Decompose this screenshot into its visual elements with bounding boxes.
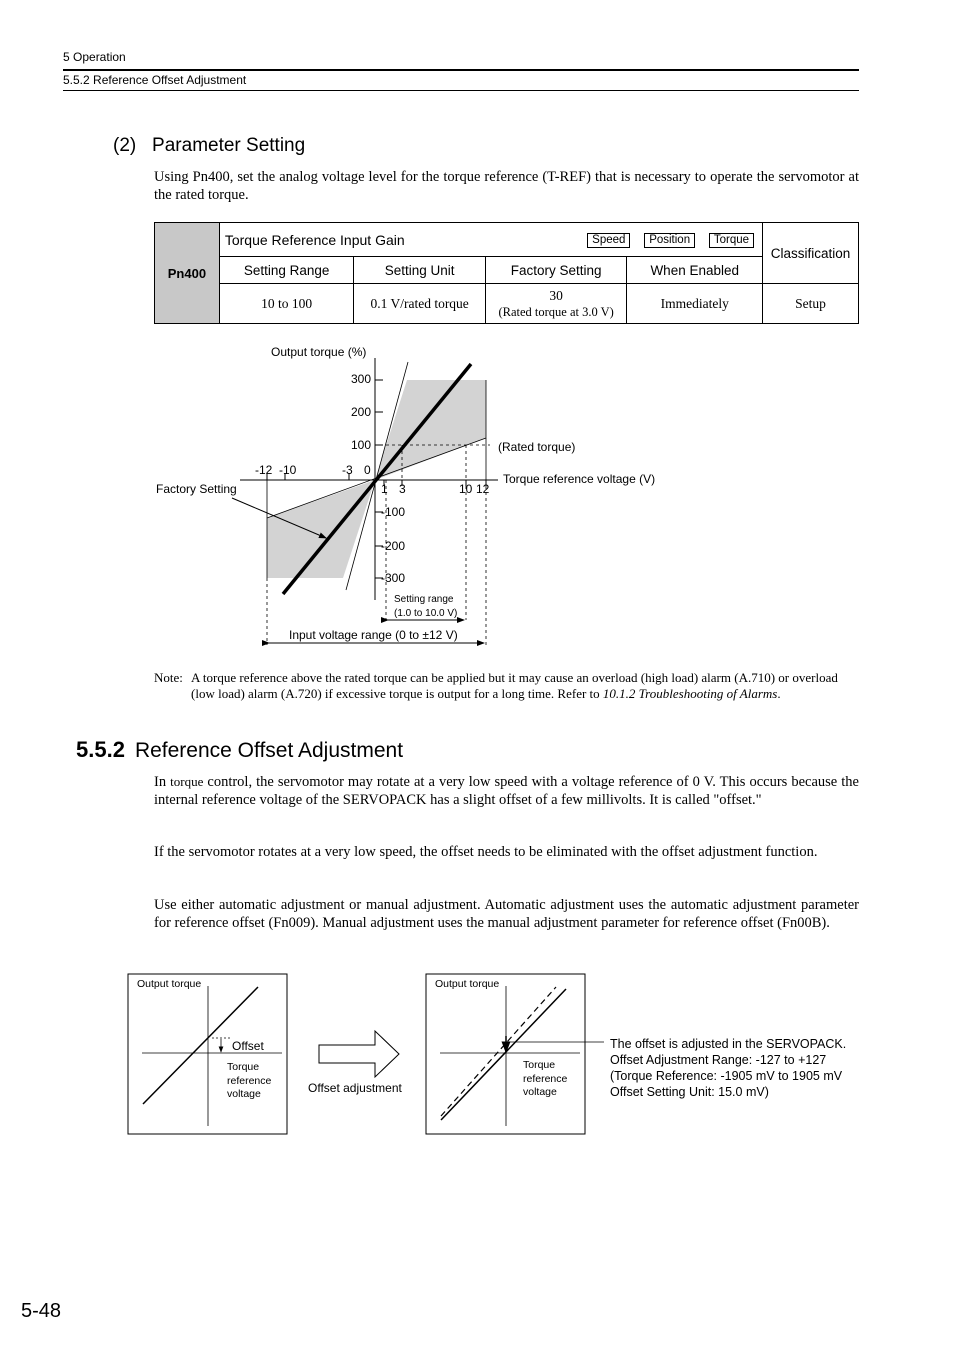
shaded-region-negative [267,480,375,578]
offset-paragraph-1 [154,773,859,809]
classification-value: Setup [763,284,859,324]
section-header: 5.5.2 Reference Offset Adjustment [63,73,247,87]
param-name: Torque Reference Input Gain [224,231,405,248]
offset-adjustment-label: Offset adjustment [308,1081,402,1095]
note-body [191,670,859,702]
offset-paragraph-3: Use either automatic adjustment or manual adjustment. Automatic adjustment uses the automatic adjustment parameter for reference offset (Fn009). Manual adjustment uses the manual adjustment parameter for reference offset (Fn00B). [154,897,859,931]
p1-word: torque [170,774,204,789]
p1-in: In [154,774,171,790]
setting-range-value: 10 to 100 [219,284,354,324]
y-label-200: 200 [351,405,372,419]
offset-label: Offset [232,1039,264,1053]
before-trv-3: voltage [227,1088,261,1100]
p1-rest: control, the servomotor may rotate at a very low speed with a voltage reference of 0 V. This occurs because the internal reference voltage of the SERVOPACK has a slight offset of a few millivolts. It is called "offset." [154,774,859,808]
x-label-12: 12 [476,482,490,496]
before-trv-1: Torque [227,1061,260,1073]
after-trv-1: Torque [523,1059,556,1071]
note [154,670,859,702]
x-label-3: 3 [399,482,406,496]
parameter-setting-intro: Using Pn400, set the analog voltage level for the torque reference (T-REF) that is necessary to operate the servomotor at the rated torque. [154,169,859,203]
section-heading [76,737,403,763]
y-label-m300: -300 [381,571,406,585]
x-label-0: 0 [364,463,371,477]
after-title: Output torque [435,978,500,990]
y-label-m200: -200 [381,539,406,553]
note-end: . [777,686,781,701]
section-number: 5.5.2 [76,737,125,762]
x-label-m12: -12 [255,463,273,477]
setting-range-label-2: (1.0 to 10.0 V) [394,608,458,619]
offset-desc-1: The offset is adjusted in the SERVOPACK. [610,1037,847,1051]
after-torque-line [441,989,566,1120]
after-trv-3: voltage [523,1086,557,1098]
x-axis-label: Torque reference voltage (V) [503,472,656,486]
y-label-m100: -100 [381,505,406,519]
x-label-m3: -3 [342,463,353,477]
y-label-100: 100 [351,438,372,452]
factory-setting-label: Factory Setting [156,482,237,496]
mode-position-tag: Position [644,233,695,248]
offset-desc-3: (Torque Reference: -1905 mV to 1905 mV [610,1069,843,1083]
offset-before-box [128,974,287,1134]
factory-setting-line [283,364,471,594]
chapter-header: 5 Operation [63,50,126,64]
note-text: A torque reference above the rated torque can be applied but it may cause an overload (high load) alarm (A.710) or overload (low load) alarm (A.720) if excessive torque is output for a long time. Refer to [191,670,838,701]
classification-header: Classification [763,223,859,284]
y-label-300: 300 [351,372,372,386]
setting-range-label-1: Setting range [394,594,454,605]
factory-setting-header: Factory Setting [485,257,627,284]
when-enabled-value: Immediately [627,284,763,324]
setting-unit-value: 0.1 V/rated torque [354,284,486,324]
section-title: Reference Offset Adjustment [134,739,404,762]
x-label-10: 10 [459,482,473,496]
steep-limit-line [346,362,408,590]
mode-speed-tag: Speed [587,233,630,248]
factory-setting-line1: 30 [549,287,563,303]
setting-range-header: Setting Range [219,257,354,284]
x-label-1: 1 [381,482,388,496]
factory-setting-line2: (Rated torque at 3.0 V) [498,304,614,319]
mode-torque-tag: Torque [709,233,754,248]
page-number: 5-48 [21,1300,62,1322]
when-enabled-header: When Enabled [627,257,763,284]
after-trv-2: reference [523,1073,568,1085]
before-title: Output torque [137,978,202,990]
y-axis-label: Output torque (%) [271,345,367,359]
param-number: Pn400 [155,223,220,324]
offset-paragraph-2: If the servomotor rotates at a very low speed, the offset needs to be eliminated with the offset adjustment function. [154,844,818,860]
before-trv-2: reference [227,1075,272,1087]
setting-unit-header: Setting Unit [354,257,486,284]
parameter-setting-title: (2) Parameter Setting [113,135,306,156]
x-label-m10: -10 [279,463,297,477]
rated-torque-label: (Rated torque) [498,440,576,454]
offset-desc-4: Offset Setting Unit: 15.0 mV) [610,1085,769,1099]
shaded-region-positive [375,380,486,480]
offset-desc-2: Offset Adjustment Range: -127 to +127 [610,1053,827,1067]
offset-adjustment-arrow-icon [319,1031,399,1077]
note-prefix: Note: [154,670,183,685]
input-range-label: Input voltage range (0 to ±12 V) [289,628,458,642]
note-reference: 10.1.2 Troubleshooting of Alarms [602,686,778,701]
